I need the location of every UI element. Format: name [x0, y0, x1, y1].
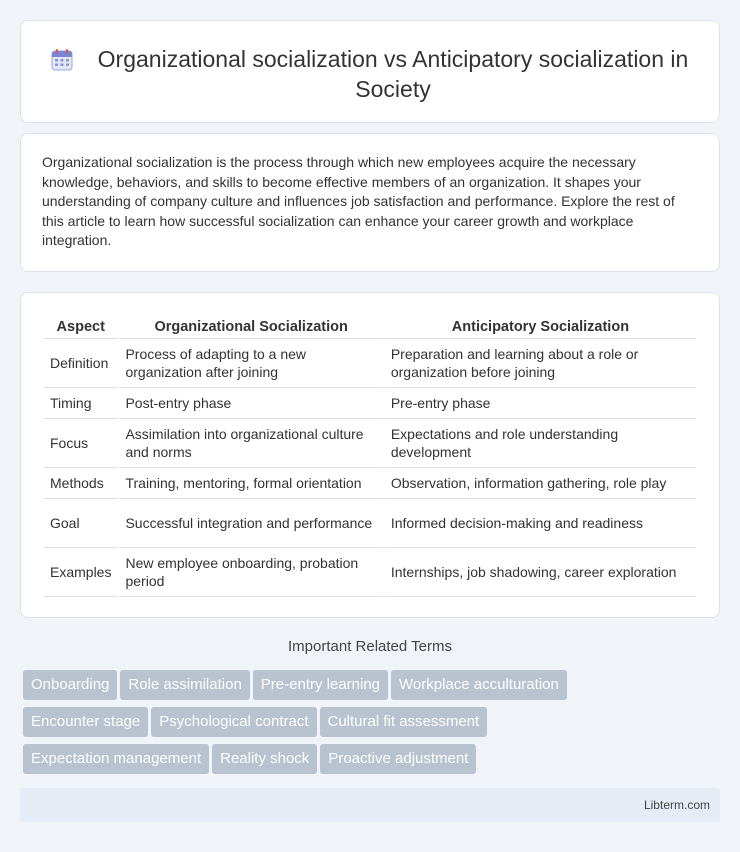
table-cell-aspect: Timing [44, 388, 117, 419]
tag-onboarding[interactable]: Onboarding [23, 670, 117, 700]
page-title: Organizational socialization vs Anticipatory socialization in Society [97, 46, 689, 102]
table-row [44, 419, 696, 468]
table-cell: Preparation and learning about a role or organization before joining [385, 339, 696, 388]
tag-encounter-stage[interactable]: Encounter stage [23, 707, 148, 737]
table-cell: New employee onboarding, probation period [119, 548, 382, 597]
table-cell: Pre-entry phase [385, 388, 696, 419]
table-cell-aspect: Examples [44, 548, 117, 597]
table-cell: Expectations and role understanding development [385, 419, 696, 468]
table-cell: Assimilation into organizational culture and norms [119, 419, 382, 468]
tag-proactive-adjustment[interactable]: Proactive adjustment [320, 744, 476, 774]
table-cell: Observation, information gathering, role play [385, 468, 696, 499]
tag-cultural-fit-assessment[interactable]: Cultural fit assessment [320, 707, 488, 737]
table-row [44, 548, 696, 597]
column-header-anticipatory: Anticipatory Socialization [385, 315, 696, 339]
related-terms-heading: Important Related Terms [288, 638, 452, 655]
comparison-table [42, 315, 698, 597]
table-cell: Internships, job shadowing, career exploration [385, 548, 696, 597]
tag-workplace-acculturation[interactable]: Workplace acculturation [391, 670, 567, 700]
table-cell: Post-entry phase [119, 388, 382, 419]
column-header-organizational: Organizational Socialization [119, 315, 382, 339]
comparison-card [20, 292, 720, 618]
table-cell-aspect: Goal [44, 499, 117, 548]
intro-card [20, 133, 720, 272]
tag-role-assimilation[interactable]: Role assimilation [120, 670, 249, 700]
header-card [20, 20, 720, 123]
table-row [44, 468, 696, 499]
table-cell: Informed decision-making and readiness [385, 499, 696, 548]
related-terms-list [23, 670, 623, 781]
table-row [44, 499, 696, 548]
calendar-icon [50, 48, 74, 72]
footer-site-link[interactable]: Libterm.com [643, 798, 710, 812]
table-cell: Process of adapting to a new organization after joining [119, 339, 382, 388]
table-cell-aspect: Methods [44, 468, 117, 499]
table-cell: Training, mentoring, formal orientation [119, 468, 382, 499]
footer [20, 788, 720, 822]
tag-psychological-contract[interactable]: Psychological contract [151, 707, 316, 737]
table-row [44, 388, 696, 419]
table-header-row [44, 315, 696, 339]
table-cell: Successful integration and performance [119, 499, 382, 548]
table-row [44, 339, 696, 388]
table-cell-aspect: Focus [44, 419, 117, 468]
table-cell-aspect: Definition [44, 339, 117, 388]
tag-reality-shock[interactable]: Reality shock [212, 744, 317, 774]
column-header-aspect: Aspect [44, 315, 117, 339]
tag-pre-entry-learning[interactable]: Pre-entry learning [253, 670, 388, 700]
tag-expectation-management[interactable]: Expectation management [23, 744, 209, 774]
intro-paragraph: Organizational socialization is the process through which new employees acquire the necessary knowledge, behaviors, and skills to become effective members of an organization. It shapes your understanding of company culture and influences job satisfaction and performance. Explore the rest of this article to learn how successful socialization can enhance your career growth and workplace integration. [42, 154, 675, 249]
